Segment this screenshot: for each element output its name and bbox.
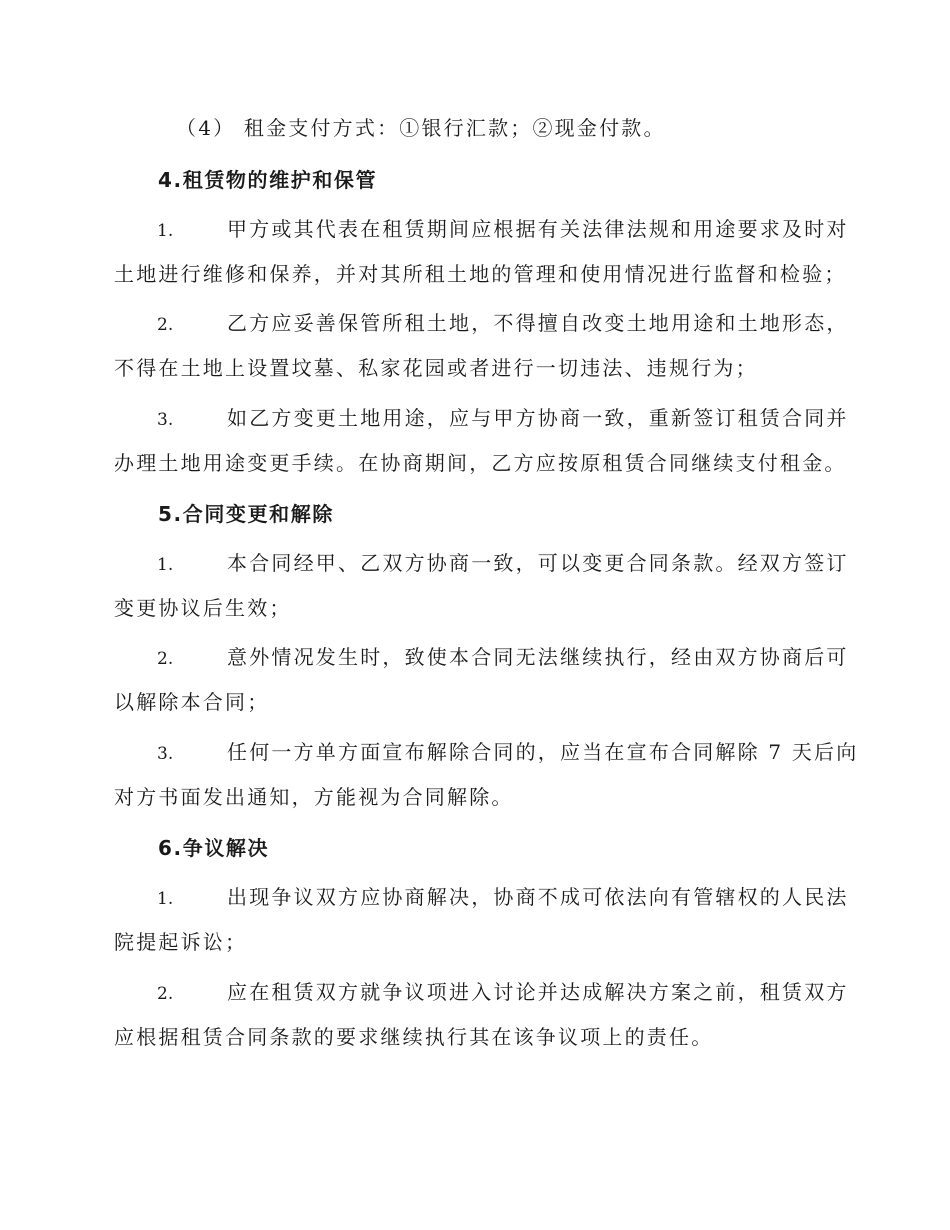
paragraph-first-line: 出现争议双方应协商解决，协商不成可依法向有管辖权的人民法 bbox=[227, 885, 849, 909]
paragraph-first-line: 甲方或其代表在租赁期间应根据有关法律法规和用途要求及时对 bbox=[227, 217, 849, 241]
item-number: 3. bbox=[157, 410, 174, 430]
paragraph-continuation: 以解除本合同； bbox=[114, 690, 270, 714]
section-heading-6: 6.争议解决 bbox=[158, 836, 270, 860]
paragraph-continuation: 变更协议后生效； bbox=[114, 596, 292, 620]
paragraph-first-line: 本合同经甲、乙双方协商一致，可以变更合同条款。经双方签订 bbox=[227, 551, 849, 575]
item-number: 2. bbox=[157, 315, 174, 335]
item-number: 3. bbox=[157, 744, 174, 764]
item-number: 2. bbox=[157, 984, 174, 1004]
section-heading-4: 4.租赁物的维护和保管 bbox=[158, 168, 378, 192]
item-number: 1. bbox=[157, 889, 174, 909]
section-heading-5: 5.合同变更和解除 bbox=[158, 502, 334, 526]
paragraph-continuation: 不得在土地上设置坟墓、私家花园或者进行一切违法、违规行为； bbox=[114, 356, 758, 380]
paragraph-continuation: 办理土地用途变更手续。在协商期间，乙方应按原租赁合同继续支付租金。 bbox=[114, 451, 847, 475]
item-number: 2. bbox=[157, 649, 174, 669]
paragraph-first-line: 任何一方单方面宣布解除合同的，应当在宣布合同解除 7 天后向 bbox=[227, 740, 859, 764]
item-number: 1. bbox=[157, 555, 174, 575]
paragraph-first-line: 应在租赁双方就争议项进入讨论并达成解决方案之前，租赁双方 bbox=[227, 980, 849, 1004]
paragraph-continuation: 应根据租赁合同条款的要求继续执行其在该争议项上的责任。 bbox=[114, 1025, 714, 1049]
paragraph-continuation: 土地进行维修和保养，并对其所租土地的管理和使用情况进行监督和检验； bbox=[114, 262, 847, 286]
item-number: 1. bbox=[157, 221, 174, 241]
paragraph-continuation: 院提起诉讼； bbox=[114, 930, 248, 954]
paragraph-continuation: 对方书面发出通知，方能视为合同解除。 bbox=[114, 785, 514, 809]
paragraph-first-line: 乙方应妥善保管所租土地，不得擅自改变土地用途和土地形态， bbox=[227, 311, 849, 335]
paragraph-first-line: 如乙方变更土地用途，应与甲方协商一致，重新签订租赁合同并 bbox=[227, 406, 849, 430]
paragraph-first-line: 意外情况发生时，致使本合同无法继续执行，经由双方协商后可 bbox=[227, 645, 849, 669]
payment-method-line: （4） 租金支付方式：①银行汇款；②现金付款。 bbox=[176, 116, 666, 140]
